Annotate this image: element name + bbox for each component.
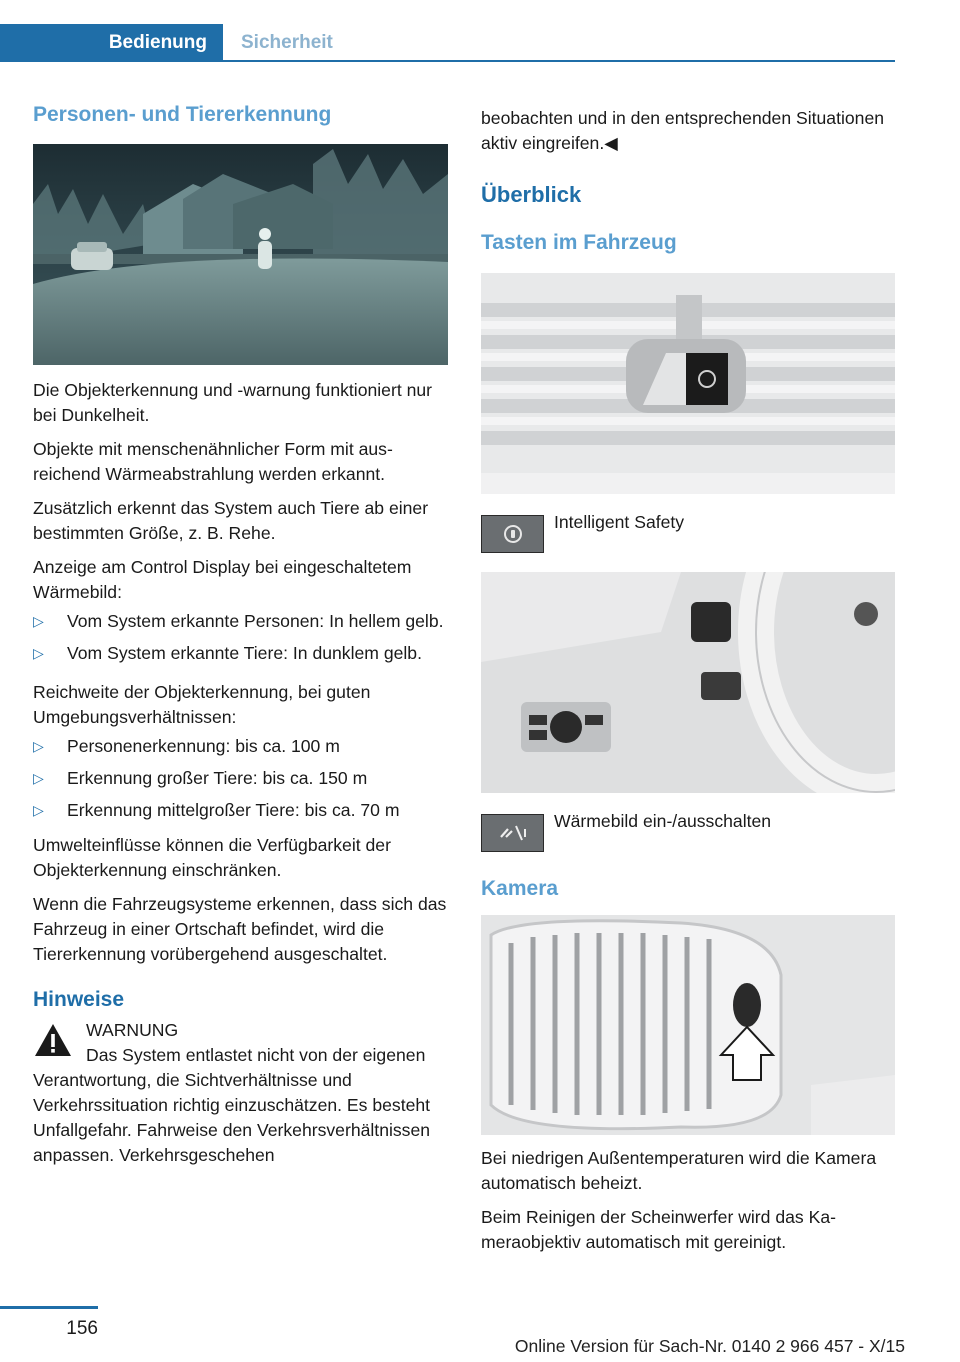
paragraph: Bei niedrigen Außentemperaturen wird die Kamera automatisch beheizt. (481, 1148, 877, 1193)
warning-triangle-icon (33, 1022, 73, 1058)
list-item: ▷ Vom System erkannte Tiere: In dunklem gelb. (33, 641, 448, 666)
tab-sicherheit[interactable]: Sicherheit (241, 32, 333, 53)
steering-area-image (481, 572, 895, 793)
triangle-bullet-icon: ▷ (33, 770, 44, 786)
warning-text: Das System entlastet nicht von der eigenen Verantwortung, die Sichtverhältnisse und Verkehrssituation richtig einzuschätzen. Es besteht Unfallgefahr. Fahrweise den Verkehrsverhältnissen anpassen. Verkehrsgeschehen (33, 1045, 431, 1165)
triangle-bullet-icon: ▷ (33, 613, 44, 629)
btn-intelligent-safety-row (481, 510, 895, 570)
header-rule (223, 60, 895, 62)
paragraph: Wenn die Fahrzeugsysteme erkennen, dass sich das Fahrzeug in einer Ortschaft befindet, wird die Tiererkennung vorübergehend ausgeschaltet. (33, 894, 447, 964)
right-column (481, 106, 895, 1264)
triangle-bullet-icon: ▷ (33, 645, 44, 661)
triangle-bullet-icon: ▷ (33, 738, 44, 754)
btn-waermebild-row (481, 809, 895, 869)
triangle-bullet-icon: ▷ (33, 802, 44, 818)
page-number-rule (0, 1306, 98, 1309)
heading-hinweise: Hinweise (33, 988, 125, 1011)
heading-kamera: Kamera (481, 877, 559, 900)
paragraph: Zusätzlich erkennt das System auch Tiere ab einer bestimmten Größe, z. B. Rehe. (33, 498, 429, 543)
warning-block (33, 1018, 448, 1168)
heading-tasten-im-fahrzeug: Tasten im Fahrzeug (481, 231, 677, 254)
list-item: ▷ Personenerkennung: bis ca. 100 m (33, 734, 448, 759)
paragraph: Die Objekterkennung und -warnung funktioniert nur bei Dunkelheit. (33, 380, 433, 425)
list-reichweite (33, 734, 448, 823)
paragraph: beobachten und in den entsprechenden Situationen aktiv eingreifen.◀ (481, 108, 885, 153)
list-item: ▷ Erkennung großer Tiere: bis ca. 150 m (33, 766, 448, 791)
paragraph: Reichweite der Objekterkennung, bei guten Umgebungsverhältnissen: (33, 682, 371, 727)
page-number: 156 (66, 1318, 98, 1339)
left-column (33, 102, 448, 1168)
thermal-image (33, 144, 448, 365)
list-anzeige (33, 609, 448, 666)
list-item: ▷ Erkennung mittelgroßer Tiere: bis ca. 70 m (33, 798, 448, 823)
online-version-note: Online Version für Sach-Nr. 0140 2 966 457 - X/15 (514, 1336, 905, 1356)
warning-title: WARNUNG (86, 1020, 179, 1040)
heading-ueberblick: Überblick (481, 182, 582, 207)
button-panel-image (481, 273, 895, 494)
intelligent-safety-label: Intelligent Safety (554, 512, 685, 532)
intelligent-safety-button-icon (481, 515, 544, 553)
heading-personen-tiererkennung: Personen- und Tiererkennung (33, 103, 332, 126)
paragraph: Beim Reinigen der Scheinwerfer wird das Kameraobjektiv automatisch mit gereinigt. (481, 1207, 836, 1252)
paragraph: Objekte mit menschenähnlicher Form mit ausreichend Wärmeabstrahlung werden erkannt. (33, 439, 393, 484)
paragraph: Anzeige am Control Display bei eingeschaltetem Wärmebild: (33, 557, 412, 602)
tab-bedienung[interactable]: Bedienung (0, 24, 223, 62)
thermal-camera-button-icon (481, 814, 544, 852)
waermebild-label: Wärmebild ein-/ausschalten (554, 811, 772, 831)
paragraph: Umwelteinflüsse können die Verfügbarkeit der Objekterkennung einschränken. (33, 835, 391, 880)
list-item: ▷ Vom System erkannte Personen: In hellem gelb. (33, 609, 448, 634)
grille-camera-image (481, 915, 895, 1135)
